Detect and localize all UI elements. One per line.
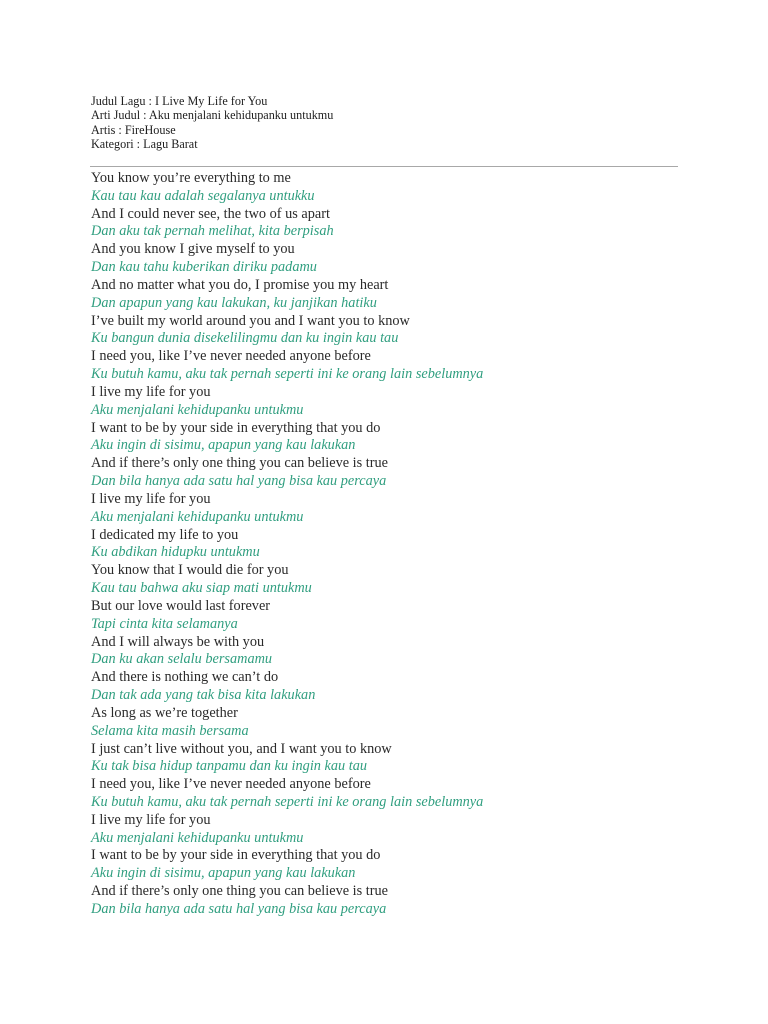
lyric-line-translation: Dan kau tahu kuberikan diriku padamu: [91, 259, 317, 276]
lyric-line-english: But our love would last forever: [91, 597, 271, 614]
lyric-line-translation: Dan apapun yang kau lakukan, ku janjikan hatiku: [91, 294, 377, 311]
lyric-line-english: And no matter what you do, I promise you my heart: [91, 276, 389, 293]
lyric-line-translation: Dan tak ada yang tak bisa kita lakukan: [91, 687, 316, 704]
lyric-line-translation: Ku tak bisa hidup tanpamu dan ku ingin kau tau: [91, 758, 367, 775]
category: Kategori : Lagu Barat: [91, 136, 198, 151]
artist: Artis : FireHouse: [91, 122, 176, 137]
lyric-line-translation: Selama kita masih bersama: [91, 722, 249, 739]
lyric-line-translation: Aku menjalani kehidupanku untukmu: [91, 508, 304, 525]
divider: [90, 166, 678, 167]
song-info: [91, 94, 333, 151]
lyric-line-translation: Aku ingin di sisimu, apapun yang kau lakukan: [91, 865, 356, 882]
lyric-line-english: You know you’re everything to me: [91, 170, 291, 186]
lyric-line-translation: Dan ku akan selalu bersamamu: [91, 651, 273, 668]
lyric-line-translation: Ku butuh kamu, aku tak pernah seperti ini ke orang lain sebelumnya: [91, 366, 484, 383]
lyric-line-english: I want to be by your side in everything that you do: [91, 847, 381, 864]
lyric-line-english: And there is nothing we can’t do: [91, 669, 279, 686]
lyric-line-translation: Ku butuh kamu, aku tak pernah seperti ini ke orang lain sebelumnya: [91, 793, 484, 810]
lyric-line-translation: Ku bangun dunia disekelilingmu dan ku ingin kau tau: [91, 330, 399, 347]
lyric-line-english: I need you, like I’ve never needed anyone before: [91, 348, 371, 365]
lyric-line-translation: Tapi cinta kita selamanya: [91, 615, 238, 632]
lyric-line-english: I want to be by your side in everything that you do: [91, 419, 381, 436]
lyric-line-english: I live my life for you: [91, 811, 211, 828]
lyric-line-translation: Aku menjalani kehidupanku untukmu: [91, 829, 304, 846]
lyric-line-translation: Dan bila hanya ada satu hal yang bisa kau percaya: [91, 473, 387, 490]
lyric-line-english: And you know I give myself to you: [91, 241, 295, 258]
lyric-line-translation: Kau tau bahwa aku siap mati untukmu: [91, 580, 312, 597]
lyric-line-english: And if there’s only one thing you can believe is true: [91, 883, 388, 900]
lyric-line-english: And I will always be with you: [91, 633, 265, 650]
lyric-line-english: I just can’t live without you, and I want you to know: [91, 740, 392, 757]
lyric-line-translation: Ku abdikan hidupku untukmu: [91, 544, 260, 561]
lyric-line-english: I need you, like I’ve never needed anyone before: [91, 776, 371, 793]
lyric-line-english: I’ve built my world around you and I want you to know: [91, 312, 410, 329]
lyric-line-english: I live my life for you: [91, 490, 211, 507]
lyric-line-translation: Dan bila hanya ada satu hal yang bisa kau percaya: [91, 900, 387, 917]
lyric-line-english: You know that I would die for you: [91, 562, 289, 579]
lyric-line-english: I live my life for you: [91, 383, 211, 400]
lyric-line-english: I dedicated my life to you: [91, 526, 239, 543]
title-translation: Arti Judul : Aku menjalani kehidupanku untukmu: [91, 108, 334, 123]
lyrics: [91, 170, 483, 919]
lyric-line-english: And I could never see, the two of us apart: [91, 205, 330, 222]
lyric-line-translation: Kau tau kau adalah segalanya untukku: [91, 187, 315, 204]
lyric-line-translation: Dan aku tak pernah melihat, kita berpisah: [91, 223, 334, 240]
lyric-line-translation: Aku ingin di sisimu, apapun yang kau lakukan: [91, 437, 356, 454]
song-title: Judul Lagu : I Live My Life for You: [91, 94, 268, 108]
lyric-line-english: And if there’s only one thing you can believe is true: [91, 455, 388, 472]
lyric-line-translation: Aku menjalani kehidupanku untukmu: [91, 401, 304, 418]
lyric-line-english: As long as we’re together: [91, 704, 238, 721]
